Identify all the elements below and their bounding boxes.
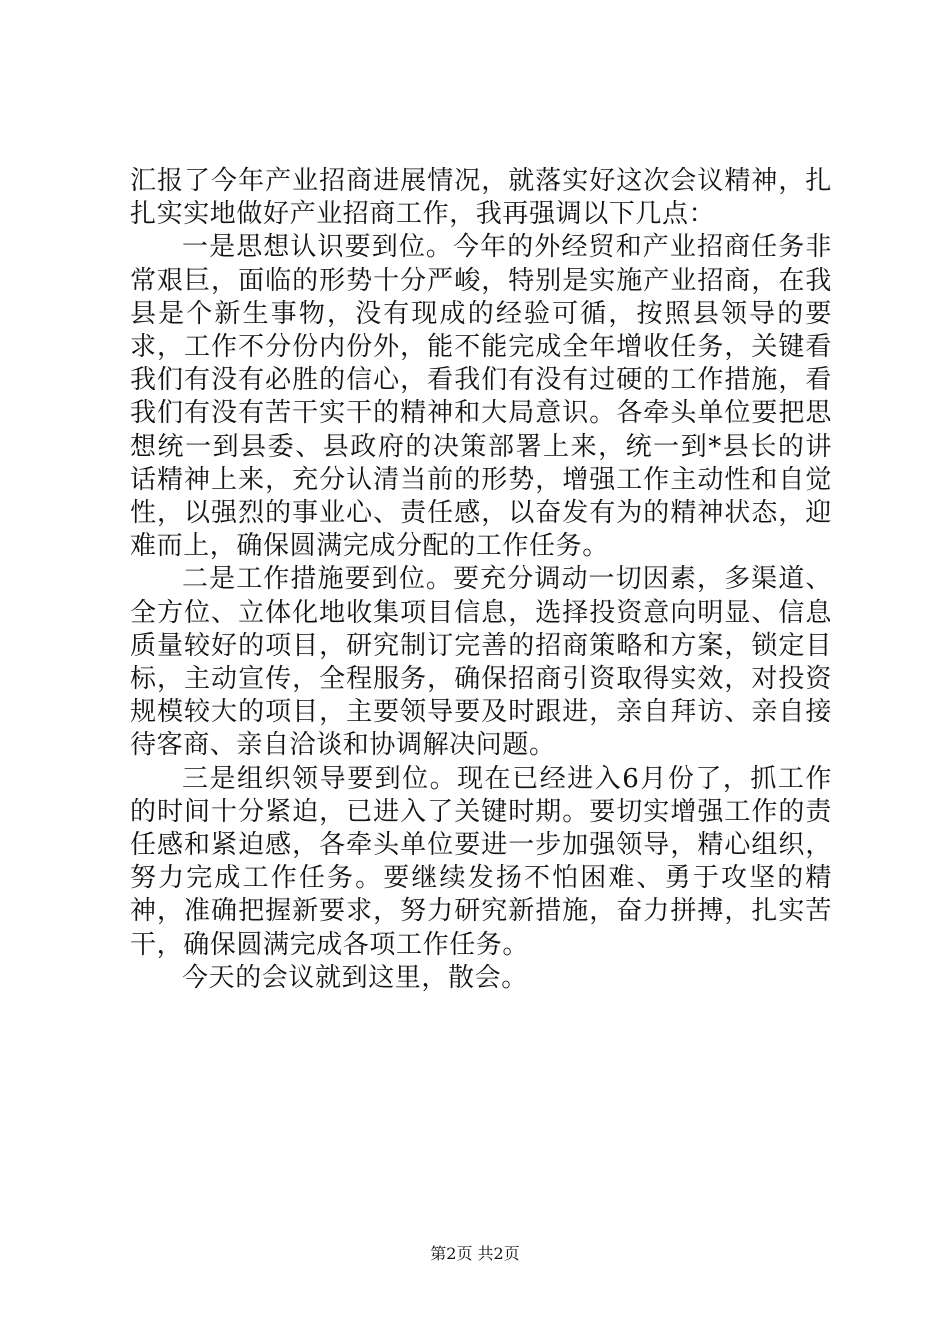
- paragraph-closing: 今天的会议就到这里，散会。: [182, 962, 528, 993]
- page-number-footer: 第2页 共2页: [430, 1244, 520, 1263]
- paragraph-point-two: 二是工作措施要到位。要充分调动一切因素，多渠道、全方位、立体化地收集项目信息，选择投资意向明显、信息质量较好的项目，研究制订完善的招商策略和方案，锁定目标，主动宣传，全程服务，确保招商引资取得实效，对投资规模较大的项目，主要领导要及时跟进，亲自拜访、亲自接待客商、亲自洽谈和协调解决问题。: [130, 564, 832, 761]
- paragraph-point-three: 三是组织领导要到位。现在已经进入6月份了，抓工作的时间十分紧迫，已进入了关键时期。要切实增强工作的责任感和紧迫感，各牵头单位要进一步加强领导，精心组织，努力完成工作任务。要继续发扬不怕困难、勇于攻坚的精神，准确把握新要求，努力研究新措施，奋力拼搏，扎实苦干，确保圆满完成各项工作任务。: [130, 763, 832, 960]
- document-body: [130, 165, 832, 995]
- paragraph-point-one: 一是思想认识要到位。今年的外经贸和产业招商任务非常艰巨，面临的形势十分严峻，特别是实施产业招商，在我县是个新生事物，没有现成的经验可循，按照县领导的要求，工作不分份内份外，能不能完成全年增收任务，关键看我们有没有必胜的信心，看我们有没有过硬的工作措施，看我们有没有苦干实干的精神和大局意识。各牵头单位要把思想统一到县委、县政府的决策部署上来，统一到*县长的讲话精神上来，充分认清当前的形势，增强工作主动性和自觉性，以强烈的事业心、责任感，以奋发有为的精神状态，迎难而上，确保圆满完成分配的工作任务。: [130, 232, 832, 562]
- paragraph-intro: 汇报了今年产业招商进展情况，就落实好这次会议精神，扎扎实实地做好产业招商工作，我再强调以下几点：: [130, 166, 832, 230]
